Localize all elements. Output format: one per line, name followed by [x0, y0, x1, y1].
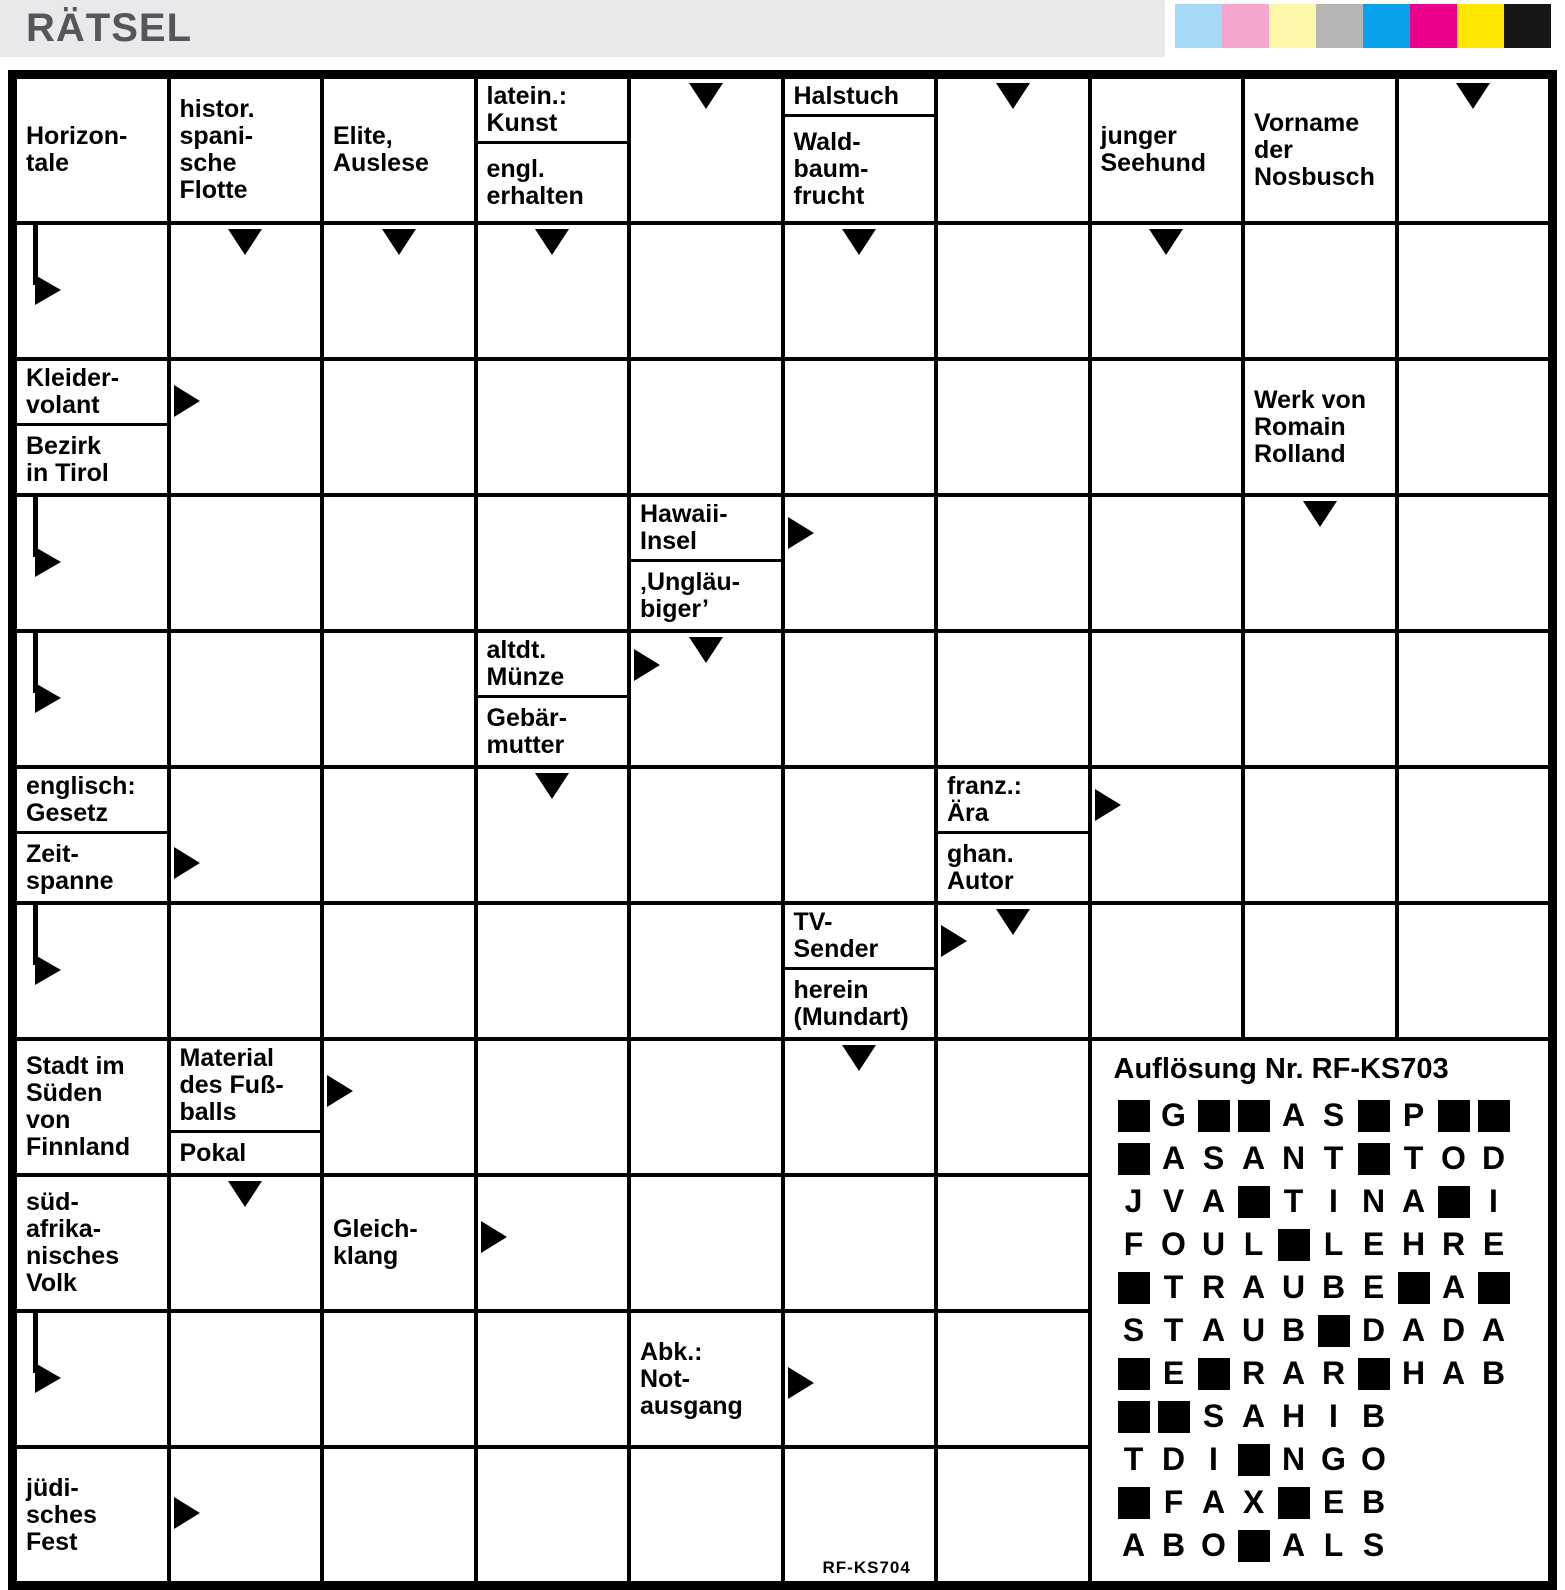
solution-letter: A [1241, 1398, 1266, 1434]
arrow-right-icon [481, 1221, 507, 1253]
arrow-down-icon [1303, 501, 1337, 527]
clue-text: Gleich- klang [333, 1215, 418, 1270]
solution-black-square [1114, 1266, 1154, 1309]
clue-text: süd- afrika- nisches Volk [26, 1188, 120, 1297]
clue-cell-r0c2 [324, 79, 474, 221]
clue-cell-r8c0 [17, 1177, 167, 1309]
solution-letter: H [1401, 1355, 1426, 1391]
clue-cell-r5c0 [17, 769, 167, 901]
answer-cell-r5c9[interactable] [1399, 769, 1549, 901]
puzzle-number-label: RF-KS704 [822, 1558, 911, 1577]
answer-cell-r8c6[interactable] [938, 1177, 1088, 1309]
solution-row [1114, 1352, 1549, 1395]
solution-letter: L [1323, 1527, 1344, 1563]
arrow-bend-right-icon [33, 633, 38, 693]
solution-letter: A [1201, 1484, 1226, 1520]
solution-letter: F [1163, 1484, 1184, 1520]
clue-text: TV- Sender [793, 908, 879, 963]
solution-black-square [1354, 1094, 1394, 1137]
answer-cell-r9c1[interactable] [171, 1313, 321, 1445]
answer-cell-r5c3[interactable] [478, 769, 628, 901]
clue-text: englisch: Gesetz [26, 772, 136, 827]
clue-text: histor. spani- sche Flotte [179, 95, 255, 204]
clue-text: latein.: Kunst [486, 82, 568, 137]
color-swatch [1269, 4, 1316, 48]
answer-cell-r1c3[interactable] [478, 225, 628, 357]
answer-cell-r0c9[interactable] [1399, 79, 1549, 221]
clue-cell-r3c4 [631, 497, 781, 629]
solution-letter: A [1441, 1269, 1466, 1305]
solution-letter: E [1362, 1269, 1385, 1305]
clue-text: Kleider- volant [26, 364, 120, 419]
solution-letter: E [1162, 1355, 1185, 1391]
clue-text: engl. erhalten [478, 141, 628, 221]
answer-cell-r6c2[interactable] [324, 905, 474, 1037]
solution-letter: R [1441, 1226, 1466, 1262]
solution-black-square [1114, 1094, 1154, 1137]
solution-black-square [1434, 1180, 1474, 1223]
answer-cell-r5c5[interactable] [785, 769, 935, 901]
solution-row [1114, 1438, 1549, 1481]
solution-letter: J [1124, 1183, 1143, 1219]
solution-letter: T [1123, 1441, 1144, 1477]
clue-text: altdt. Münze [486, 636, 565, 691]
answer-cell-r10c5[interactable] [785, 1449, 935, 1581]
solution-letter: X [1242, 1484, 1265, 1520]
color-swatch [1316, 4, 1363, 48]
answer-cell-r9c6[interactable] [938, 1313, 1088, 1445]
answer-cell-r6c0[interactable] [17, 905, 167, 1037]
solution-letter: R [1241, 1355, 1266, 1391]
answer-cell-r1c6[interactable] [938, 225, 1088, 357]
solution-letter: D [1441, 1312, 1466, 1348]
answer-cell-r9c2[interactable] [324, 1313, 474, 1445]
answer-cell-r1c2[interactable] [324, 225, 474, 357]
answer-cell-r6c8[interactable] [1245, 905, 1395, 1037]
arrow-down-icon [689, 83, 723, 109]
solution-letter: H [1281, 1398, 1306, 1434]
solution-letter: O [1361, 1441, 1386, 1477]
solution-letter: T [1163, 1312, 1184, 1348]
solution-letter: A [1441, 1355, 1466, 1391]
clue-cell-r0c5 [785, 79, 935, 221]
solution-letter: B [1281, 1312, 1306, 1348]
solution-letter: N [1281, 1441, 1306, 1477]
solution-letter: B [1361, 1484, 1386, 1520]
solution-letter: D [1161, 1441, 1186, 1477]
clue-text: Material des Fuß- balls [179, 1044, 284, 1126]
solution-letter: V [1162, 1183, 1185, 1219]
clue-text: Gebär- mutter [478, 695, 628, 765]
solution-letter: T [1403, 1140, 1424, 1176]
solution-letter: I [1209, 1441, 1218, 1477]
solution-letter: D [1361, 1312, 1386, 1348]
solution-letter: U [1201, 1226, 1226, 1262]
clue-text: franz.: Ära [947, 772, 1022, 827]
solution-row [1114, 1524, 1549, 1567]
solution-letter: H [1401, 1226, 1426, 1262]
clue-text: Horizon- tale [26, 122, 128, 177]
answer-cell-r9c0[interactable] [17, 1313, 167, 1445]
clue-text: Bezirk in Tirol [17, 423, 167, 493]
solution-black-square [1394, 1266, 1434, 1309]
arrow-down-icon [689, 637, 723, 663]
answer-cell-r4c9[interactable] [1399, 633, 1549, 765]
solution-letter: E [1362, 1226, 1385, 1262]
clue-cell-r0c0 [17, 79, 167, 221]
solution-letter: O [1161, 1226, 1186, 1262]
arrow-right-icon [788, 517, 814, 549]
solution-row [1114, 1180, 1549, 1223]
solution-letter: R [1321, 1355, 1346, 1391]
solution-black-square [1194, 1352, 1234, 1395]
solution-black-square [1154, 1395, 1194, 1438]
arrow-bend-right-icon [33, 905, 38, 965]
answer-cell-r5c7[interactable] [1092, 769, 1242, 901]
clue-cell-r2c8 [1245, 361, 1395, 493]
arrow-down-icon [535, 773, 569, 799]
answer-cell-r8c5[interactable] [785, 1177, 935, 1309]
answer-cell-r1c7[interactable] [1092, 225, 1242, 357]
clue-text: Werk von Romain Rolland [1254, 385, 1367, 468]
solution-letter: N [1281, 1140, 1306, 1176]
clue-text: Halstuch [793, 82, 900, 110]
answer-cell-r7c6[interactable] [938, 1041, 1088, 1173]
answer-cell-r4c0[interactable] [17, 633, 167, 765]
answer-cell-r5c4[interactable] [631, 769, 781, 901]
solution-letter: A [1201, 1183, 1226, 1219]
arrow-down-icon [842, 1045, 876, 1071]
solution-letter: E [1322, 1484, 1345, 1520]
answer-cell-r5c8[interactable] [1245, 769, 1395, 901]
answer-cell-r7c4[interactable] [631, 1041, 781, 1173]
clue-text: ‚Ungläu- biger’ [631, 559, 781, 629]
answer-cell-r10c4[interactable] [631, 1449, 781, 1581]
clue-cell-r4c3 [478, 633, 628, 765]
solution-letter: I [1329, 1183, 1338, 1219]
color-swatch [1457, 4, 1504, 48]
solution-black-square [1434, 1094, 1474, 1137]
answer-cell-r2c7[interactable] [1092, 361, 1242, 493]
color-swatch [1222, 4, 1269, 48]
solution-black-square [1114, 1481, 1154, 1524]
arrow-bend-right-icon [33, 225, 38, 285]
solution-row [1114, 1137, 1549, 1180]
clue-cell-r7c0 [17, 1041, 167, 1173]
solution-letter: A [1281, 1097, 1306, 1133]
solution-letter: L [1243, 1226, 1264, 1262]
clue-cell-r0c8 [1245, 79, 1395, 221]
answer-cell-r1c9[interactable] [1399, 225, 1549, 357]
answer-cell-r3c2[interactable] [324, 497, 474, 629]
answer-cell-r0c4[interactable] [631, 79, 781, 221]
answer-cell-r4c4[interactable] [631, 633, 781, 765]
solution-letter: A [1401, 1183, 1426, 1219]
clue-text: herein (Mundart) [785, 967, 935, 1037]
arrow-down-icon [382, 229, 416, 255]
arrow-down-icon [1456, 83, 1490, 109]
clue-text: Elite, Auslese [333, 122, 429, 177]
answer-cell-r4c8[interactable] [1245, 633, 1395, 765]
answer-cell-r9c3[interactable] [478, 1313, 628, 1445]
answer-cell-r2c2[interactable] [324, 361, 474, 493]
solution-letter: I [1329, 1398, 1338, 1434]
clue-text: Vorname der Nosbusch [1254, 108, 1375, 191]
solution-black-square [1114, 1352, 1154, 1395]
clue-cell-r9c4 [631, 1313, 781, 1445]
page-title: RÄTSEL [26, 6, 192, 50]
color-calibration-bar [1165, 0, 1565, 57]
arrow-right-icon [174, 385, 200, 417]
clue-text: jüdi- sches Fest [26, 1473, 97, 1556]
answer-cell-r3c8[interactable] [1245, 497, 1395, 629]
answer-cell-r10c3[interactable] [478, 1449, 628, 1581]
answer-cell-r6c7[interactable] [1092, 905, 1242, 1037]
arrow-right-icon [1095, 789, 1121, 821]
solution-black-square [1234, 1094, 1274, 1137]
solution-letter: A [1241, 1269, 1266, 1305]
solution-row [1114, 1395, 1549, 1438]
answer-cell-r7c5[interactable] [785, 1041, 935, 1173]
solution-black-square [1114, 1137, 1154, 1180]
solution-letter: T [1323, 1140, 1344, 1176]
solution-letter: O [1201, 1527, 1226, 1563]
solution-letter: L [1323, 1226, 1344, 1262]
solution-black-square [1194, 1094, 1234, 1137]
answer-cell-r3c5[interactable] [785, 497, 935, 629]
answer-cell-r6c4[interactable] [631, 905, 781, 1037]
solution-black-square [1274, 1223, 1314, 1266]
solution-black-square [1114, 1395, 1154, 1438]
answer-cell-r4c7[interactable] [1092, 633, 1242, 765]
solution-row [1114, 1223, 1549, 1266]
solution-letter: R [1201, 1269, 1226, 1305]
answer-cell-r10c1[interactable] [171, 1449, 321, 1581]
solution-row [1114, 1309, 1549, 1352]
arrow-bend-right-icon [33, 1313, 38, 1373]
answer-cell-r2c4[interactable] [631, 361, 781, 493]
solution-letter: U [1241, 1312, 1266, 1348]
answer-cell-r3c0[interactable] [17, 497, 167, 629]
answer-cell-r5c1[interactable] [171, 769, 321, 901]
answer-cell-r2c9[interactable] [1399, 361, 1549, 493]
answer-cell-r1c8[interactable] [1245, 225, 1395, 357]
solution-row [1114, 1094, 1549, 1137]
clue-text: Abk.: Not- ausgang [640, 1337, 743, 1420]
solution-box [1092, 1041, 1549, 1581]
clue-text: ghan. Autor [938, 831, 1088, 901]
arrow-right-icon [941, 925, 967, 957]
answer-cell-r2c5[interactable] [785, 361, 935, 493]
clue-text: Wald- baum- frucht [785, 114, 935, 221]
clue-cell-r5c6 [938, 769, 1088, 901]
color-swatch [1175, 4, 1222, 48]
answer-cell-r4c5[interactable] [785, 633, 935, 765]
solution-black-square [1274, 1481, 1314, 1524]
solution-letter: I [1489, 1183, 1498, 1219]
answer-cell-r3c7[interactable] [1092, 497, 1242, 629]
answer-cell-r2c6[interactable] [938, 361, 1088, 493]
color-swatch [1363, 4, 1410, 48]
arrow-down-icon [1149, 229, 1183, 255]
solution-black-square [1234, 1180, 1274, 1223]
answer-cell-r6c1[interactable] [171, 905, 321, 1037]
solution-black-square [1314, 1309, 1354, 1352]
solution-letter: A [1281, 1355, 1306, 1391]
solution-letter: N [1361, 1183, 1386, 1219]
solution-row [1114, 1266, 1549, 1309]
solution-letter: S [1202, 1140, 1225, 1176]
solution-letter: S [1362, 1527, 1385, 1563]
clue-cell-r10c0 [17, 1449, 167, 1581]
solution-letter: T [1283, 1183, 1304, 1219]
answer-cell-r6c9[interactable] [1399, 905, 1549, 1037]
solution-letter: U [1281, 1269, 1306, 1305]
answer-cell-r6c6[interactable] [938, 905, 1088, 1037]
answer-cell-r7c2[interactable] [324, 1041, 474, 1173]
arrow-right-icon [327, 1075, 353, 1107]
solution-letter: P [1402, 1097, 1425, 1133]
arrow-down-icon [842, 229, 876, 255]
arrow-bend-right-icon [33, 497, 38, 557]
clue-cell-r0c1 [171, 79, 321, 221]
clue-text: Zeit- spanne [17, 831, 167, 901]
answer-cell-r6c3[interactable] [478, 905, 628, 1037]
answer-cell-r0c6[interactable] [938, 79, 1088, 221]
arrow-down-icon [996, 909, 1030, 935]
solution-letter: S [1122, 1312, 1145, 1348]
solution-letter: B [1481, 1355, 1506, 1391]
solution-letter: E [1482, 1226, 1505, 1262]
solution-letter: A [1241, 1140, 1266, 1176]
answer-cell-r8c3[interactable] [478, 1177, 628, 1309]
answer-cell-r2c3[interactable] [478, 361, 628, 493]
answer-cell-r9c5[interactable] [785, 1313, 935, 1445]
arrow-right-icon [174, 847, 200, 879]
solution-letter: A [1121, 1527, 1146, 1563]
arrow-down-icon [535, 229, 569, 255]
clue-cell-r8c2 [324, 1177, 474, 1309]
solution-letter: B [1361, 1398, 1386, 1434]
solution-letter: A [1161, 1140, 1186, 1176]
arrow-right-icon [788, 1367, 814, 1399]
solution-black-square [1234, 1524, 1274, 1567]
solution-letter: G [1321, 1441, 1346, 1477]
answer-cell-r1c0[interactable] [17, 225, 167, 357]
solution-letter: F [1123, 1226, 1144, 1262]
color-swatch [1410, 4, 1457, 48]
page-header [0, 0, 1565, 57]
clue-text: junger Seehund [1100, 122, 1207, 177]
answer-cell-r10c2[interactable] [324, 1449, 474, 1581]
solution-letter: A [1281, 1527, 1306, 1563]
answer-cell-r4c6[interactable] [938, 633, 1088, 765]
solution-letter: S [1202, 1398, 1225, 1434]
answer-cell-r3c1[interactable] [171, 497, 321, 629]
clue-cell-r7c1 [171, 1041, 321, 1173]
clue-cell-r0c7 [1092, 79, 1242, 221]
solution-letter: B [1161, 1527, 1186, 1563]
answer-cell-r8c1[interactable] [171, 1177, 321, 1309]
answer-cell-r5c2[interactable] [324, 769, 474, 901]
solution-letter: B [1321, 1269, 1346, 1305]
solution-letter: A [1201, 1312, 1226, 1348]
clue-text: Stadt im Süden von Finnland [26, 1052, 131, 1161]
solution-letter: T [1163, 1269, 1184, 1305]
arrow-down-icon [228, 1181, 262, 1207]
clue-cell-r0c3 [478, 79, 628, 221]
answer-cell-r3c9[interactable] [1399, 497, 1549, 629]
solution-letter: S [1322, 1097, 1345, 1133]
solution-row [1114, 1481, 1549, 1524]
solution-letter: G [1161, 1097, 1186, 1133]
answer-cell-r10c6[interactable] [938, 1449, 1088, 1581]
solution-black-square [1474, 1094, 1514, 1137]
clue-text: Pokal [171, 1130, 321, 1173]
answer-cell-r4c1[interactable] [171, 633, 321, 765]
answer-cell-r4c2[interactable] [324, 633, 474, 765]
answer-cell-r8c4[interactable] [631, 1177, 781, 1309]
clue-cell-r6c5 [785, 905, 935, 1037]
clue-cell-r2c0 [17, 361, 167, 493]
arrow-down-icon [228, 229, 262, 255]
color-swatch [1504, 4, 1551, 48]
solution-black-square [1354, 1352, 1394, 1395]
answer-cell-r7c3[interactable] [478, 1041, 628, 1173]
solution-black-square [1354, 1137, 1394, 1180]
puzzle-grid [8, 70, 1557, 1590]
arrow-down-icon [996, 83, 1030, 109]
answer-cell-r3c3[interactable] [478, 497, 628, 629]
arrow-right-icon [634, 649, 660, 681]
solution-letter: A [1401, 1312, 1426, 1348]
clue-text: Hawaii- Insel [640, 500, 728, 555]
answer-cell-r1c4[interactable] [631, 225, 781, 357]
solution-title: Auflösung Nr. RF-KS703 [1113, 1053, 1449, 1085]
answer-cell-r2c1[interactable] [171, 361, 321, 493]
answer-cell-r1c5[interactable] [785, 225, 935, 357]
answer-cell-r3c6[interactable] [938, 497, 1088, 629]
solution-black-square [1234, 1438, 1274, 1481]
arrow-right-icon [174, 1497, 200, 1529]
solution-letter: A [1481, 1312, 1506, 1348]
solution-black-square [1474, 1266, 1514, 1309]
solution-letter: D [1481, 1140, 1506, 1176]
answer-cell-r1c1[interactable] [171, 225, 321, 357]
solution-letter: O [1441, 1140, 1466, 1176]
